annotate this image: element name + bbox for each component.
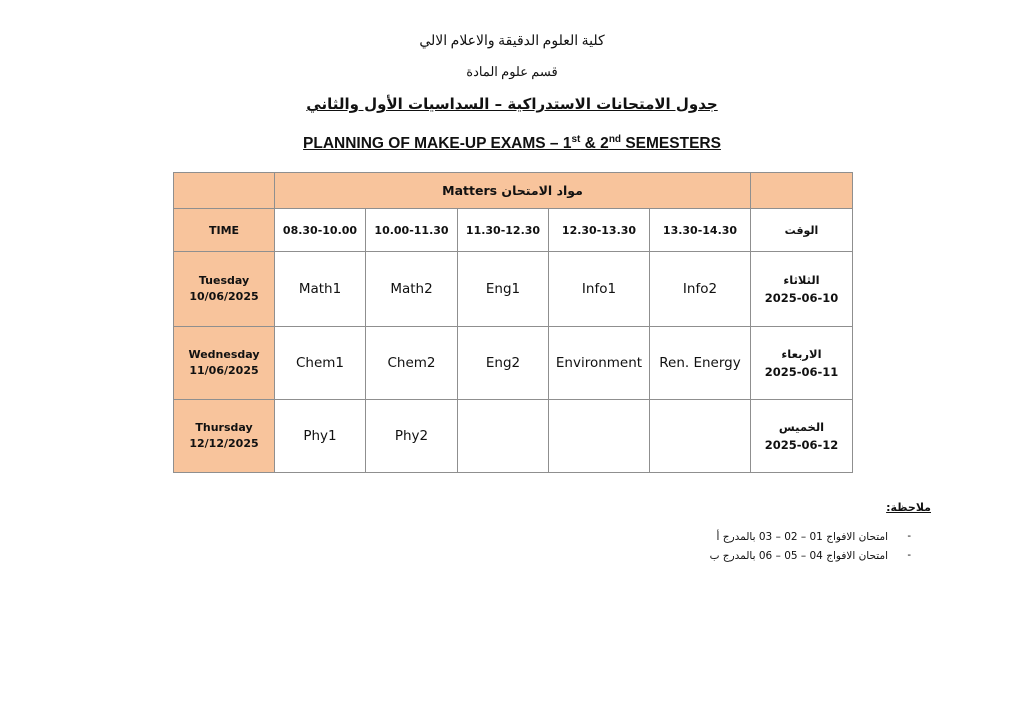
time-slot: 13.30-14.30 (650, 209, 751, 252)
title-en-sup1: st (571, 134, 581, 145)
day-cell (174, 327, 275, 400)
subject-cell: Phy1 (275, 400, 366, 473)
day-date: 10/06/2025 (189, 290, 259, 303)
subject-cell: Ren. Energy (650, 327, 751, 400)
faculty-name: كلية العلوم الدقيقة والاعلام الالي (419, 34, 605, 49)
title-en-part3: SEMESTERS (621, 135, 721, 152)
subject-cell: Eng2 (458, 327, 549, 400)
day-cell (174, 252, 275, 327)
note-bullet: - (907, 530, 911, 542)
table-row (174, 400, 853, 473)
day-name-ar: الثلاثاء (783, 273, 820, 287)
day-name-ar: الاربعاء (781, 347, 822, 361)
day-name: Tuesday (198, 274, 250, 287)
day-cell-ar (751, 252, 853, 327)
subject-cell: Phy2 (366, 400, 458, 473)
note-item: امتحان الافواج 04 – 05 – 06 بالمدرج ب (709, 550, 888, 562)
subject-cell: Chem1 (275, 327, 366, 400)
department-name: قسم علوم المادة (466, 64, 558, 79)
note-item: امتحان الافواج 01 – 02 – 03 بالمدرج أ (716, 531, 888, 543)
subject-cell: Info1 (549, 252, 650, 327)
day-name-ar: الخميس (778, 420, 825, 434)
title-en-part1: PLANNING OF MAKE-UP EXAMS – 1 (303, 135, 572, 152)
time-slot: 12.30-13.30 (549, 209, 650, 252)
table-row (174, 327, 853, 400)
day-date-ar: 2025-06-10 (764, 291, 839, 305)
day-name: Wednesday (188, 348, 260, 361)
time-label-ar: الوقت (751, 209, 853, 252)
day-date-ar: 2025-06-12 (764, 438, 839, 452)
time-slot: 10.00-11.30 (366, 209, 458, 252)
day-cell-ar (751, 400, 853, 473)
time-slot: 11.30-12.30 (458, 209, 549, 252)
table-header-row (174, 173, 853, 209)
subject-cell (458, 400, 549, 473)
title-english (0, 135, 1024, 153)
table-row (174, 252, 853, 327)
day-date: 11/06/2025 (189, 364, 259, 377)
subject-cell: Environment (549, 327, 650, 400)
title-en-sup2: nd (608, 134, 622, 145)
subject-cell: Math2 (366, 252, 458, 327)
day-cell (174, 400, 275, 473)
subject-cell: Math1 (275, 252, 366, 327)
day-name: Thursday (195, 421, 253, 434)
corner-cell-left (174, 173, 275, 209)
time-label: TIME (174, 209, 275, 252)
subject-cell: Chem2 (366, 327, 458, 400)
note-bullet: - (907, 549, 911, 561)
subject-cell: Info2 (650, 252, 751, 327)
matters-header: مواد الامتحان Matters (275, 173, 751, 209)
subject-cell: Eng1 (458, 252, 549, 327)
day-date-ar: 2025-06-11 (764, 365, 839, 379)
title-en-part2: & 2 (580, 135, 609, 152)
time-slot: 08.30-10.00 (275, 209, 366, 252)
title-arabic: جدول الامتحانات الاستدراكية – السداسيات الأول والثاني (306, 95, 718, 113)
corner-cell-right (751, 173, 853, 209)
subject-cell (549, 400, 650, 473)
time-slots-row (174, 209, 853, 252)
day-cell-ar (751, 327, 853, 400)
subject-cell (650, 400, 751, 473)
exam-schedule-table (173, 172, 853, 473)
day-date: 12/12/2025 (189, 437, 259, 450)
note-title: ملاحظة: (886, 501, 931, 514)
